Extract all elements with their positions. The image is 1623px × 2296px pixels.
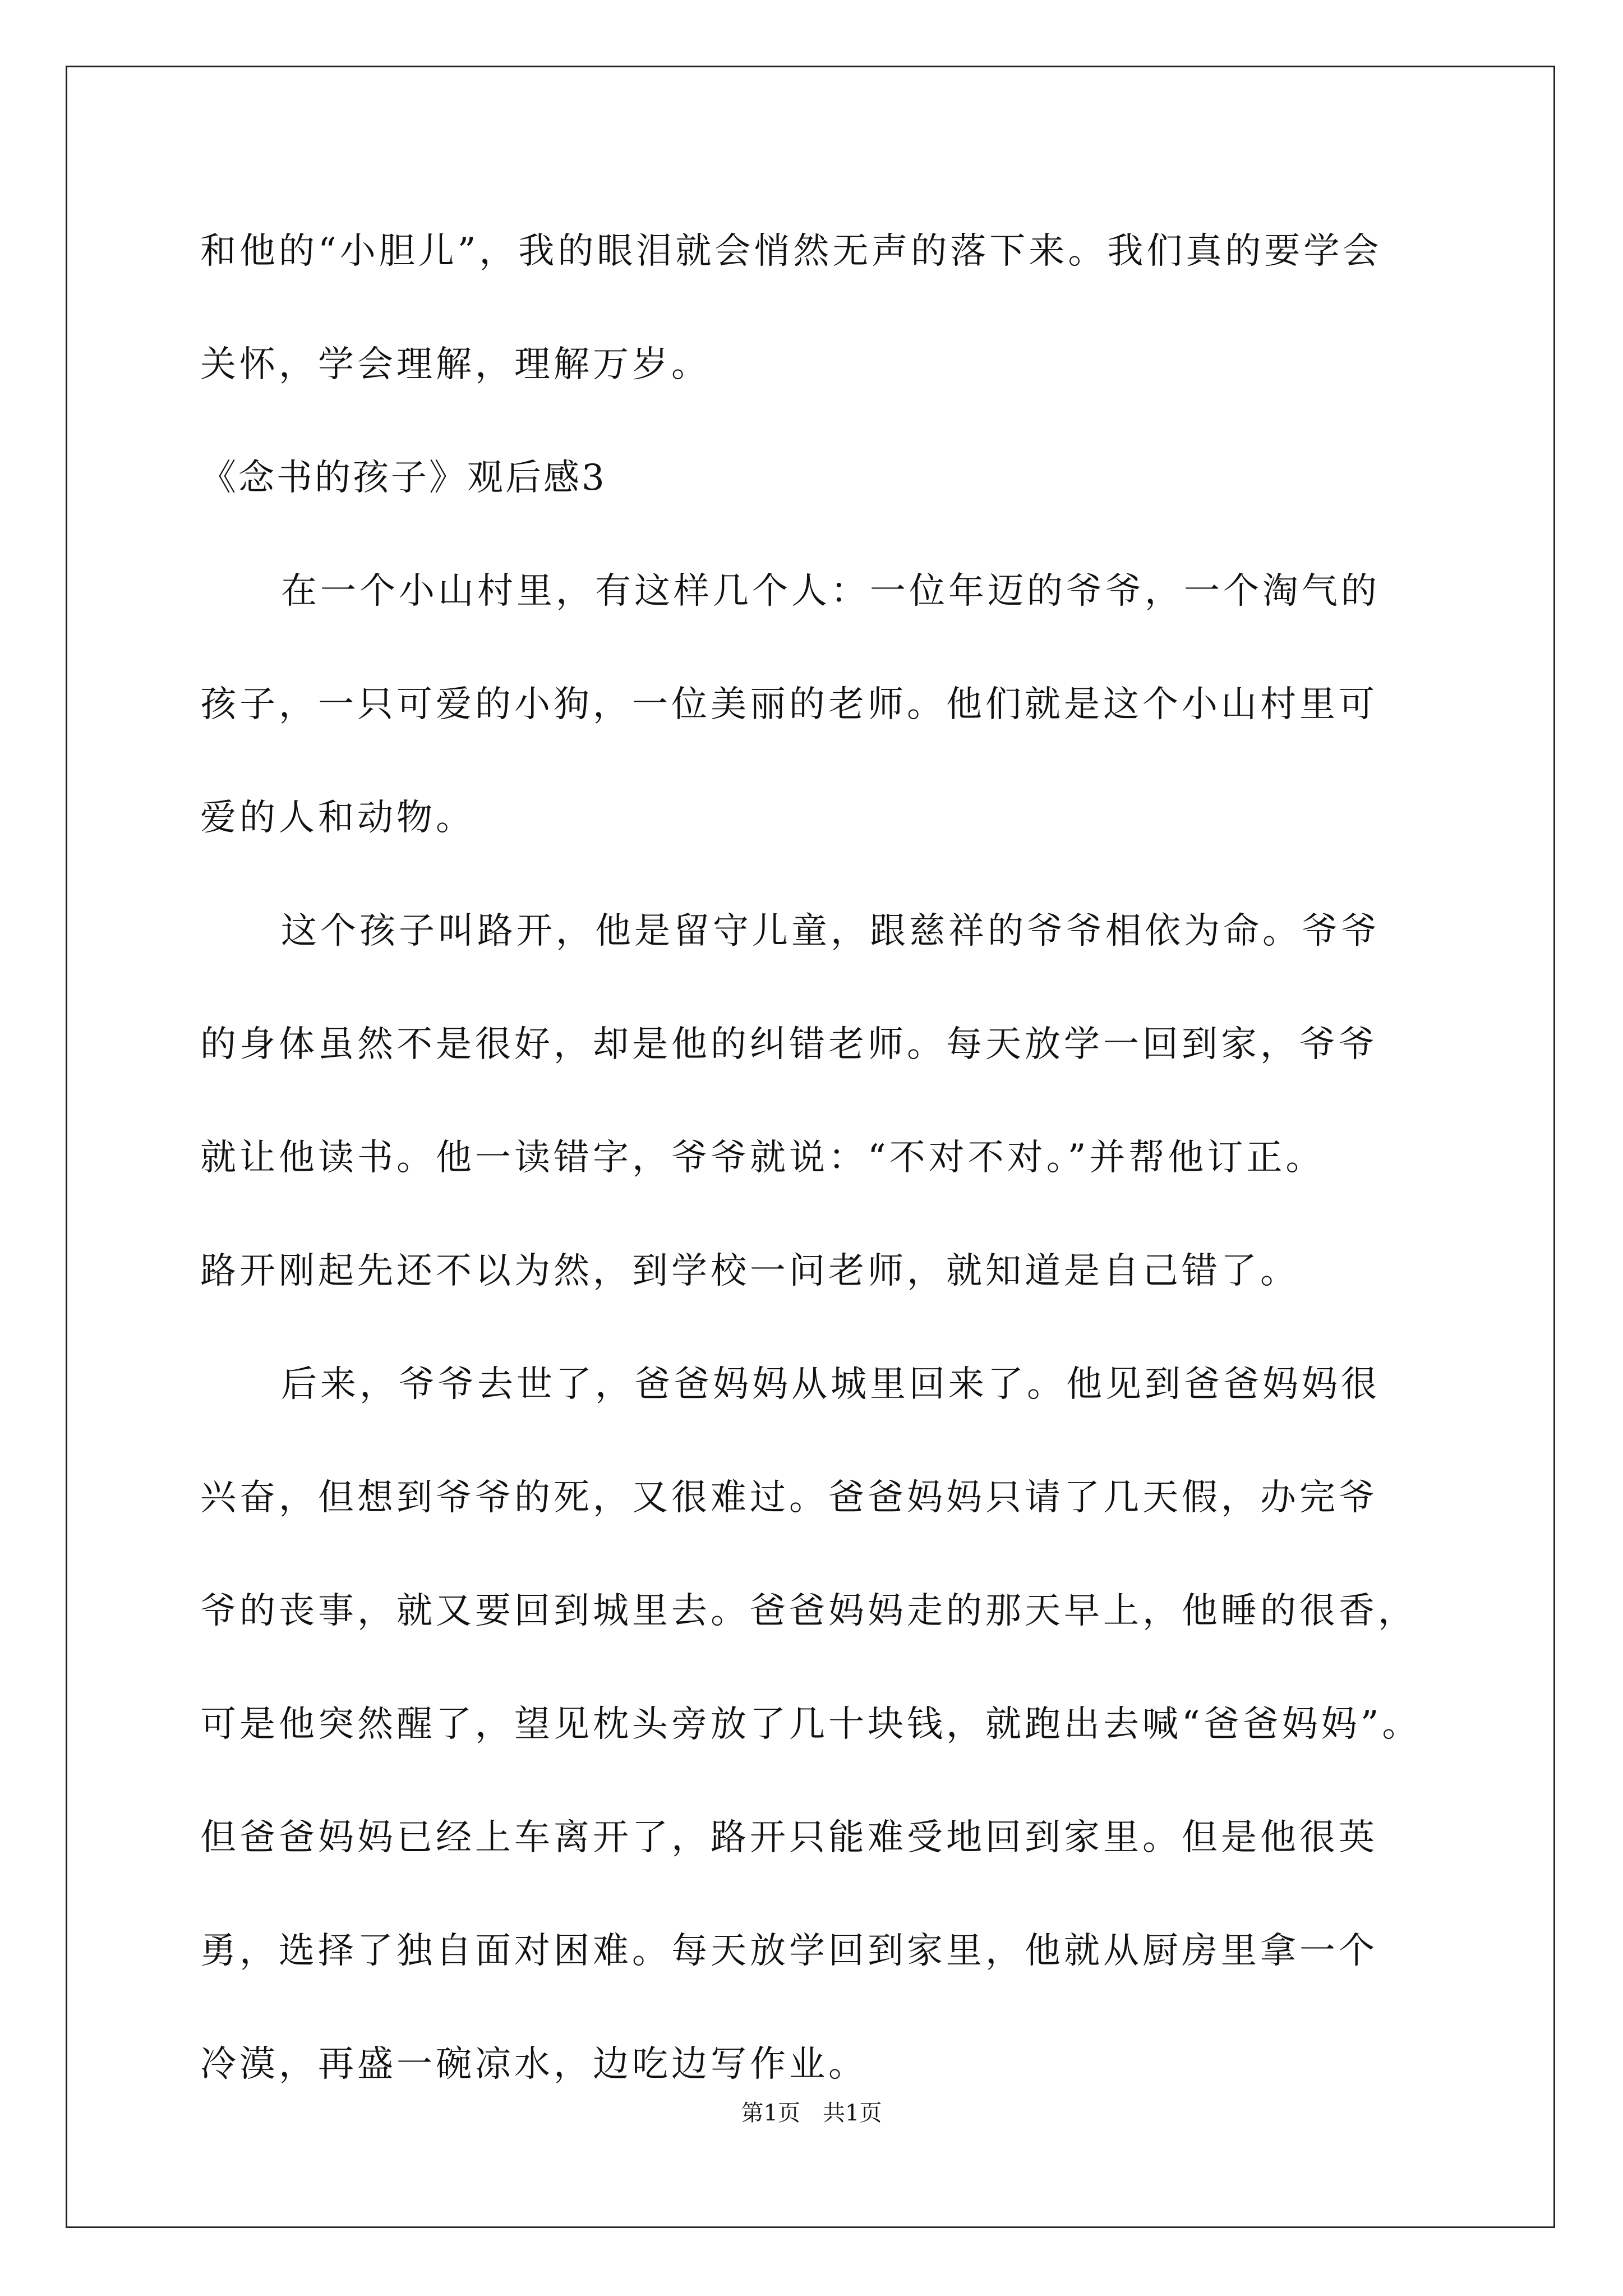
text-line: 但爸爸妈妈已经上车离开了，路开只能难受地回到家里。但是他很英 <box>200 1817 1378 1858</box>
text-line: 关怀，学会理解，理解万岁。 <box>200 344 711 385</box>
text-line: 可是他突然醒了，望见枕头旁放了几十块钱，就跑出去喊“爸爸妈妈”。 <box>200 1704 1422 1745</box>
paragraph-first-line: 后来，爷爷去世了，爸爸妈妈从城里回来了。他见到爸爸妈妈很 <box>281 1364 1380 1405</box>
section-title: 《念书的孩子》观后感3 <box>200 457 607 499</box>
text-line: 的身体虽然不是很好，却是他的纠错老师。每天放学一回到家，爷爷 <box>200 1024 1378 1065</box>
text-line: 爱的人和动物。 <box>200 797 475 839</box>
text-line: 冷漠，再盛一碗凉水，边吃边写作业。 <box>200 2044 868 2085</box>
text-line: 和他的“小胆儿”，我的眼泪就会悄然无声的落下来。我们真的要学会 <box>200 231 1382 272</box>
text-line: 勇，选择了独自面对困难。每天放学回到家里，他就从厨房里拿一个 <box>200 1930 1378 1972</box>
text-line: 孩子，一只可爱的小狗，一位美丽的老师。他们就是这个小山村里可 <box>200 684 1378 725</box>
page-number: 第1页 共1页 <box>741 2100 882 2126</box>
text-line: 就让他读书。他一读错字，爷爷就说：“不对不对。”并帮他订正。 <box>200 1137 1325 1179</box>
text-line: 兴奋，但想到爷爷的死，又很难过。爸爸妈妈只请了几天假，办完爷 <box>200 1477 1378 1519</box>
paragraph-first-line: 在一个小山村里，有这样几个人：一位年迈的爷爷，一个淘气的 <box>281 570 1380 612</box>
paragraph-first-line: 这个孩子叫路开，他是留守儿童，跟慈祥的爷爷相依为命。爷爷 <box>281 910 1380 952</box>
text-line: 路开刚起先还不以为然，到学校一问老师，就知道是自己错了。 <box>200 1250 1299 1292</box>
text-line: 爷的丧事，就又要回到城里去。爸爸妈妈走的那天早上，他睡的很香， <box>200 1590 1417 1632</box>
